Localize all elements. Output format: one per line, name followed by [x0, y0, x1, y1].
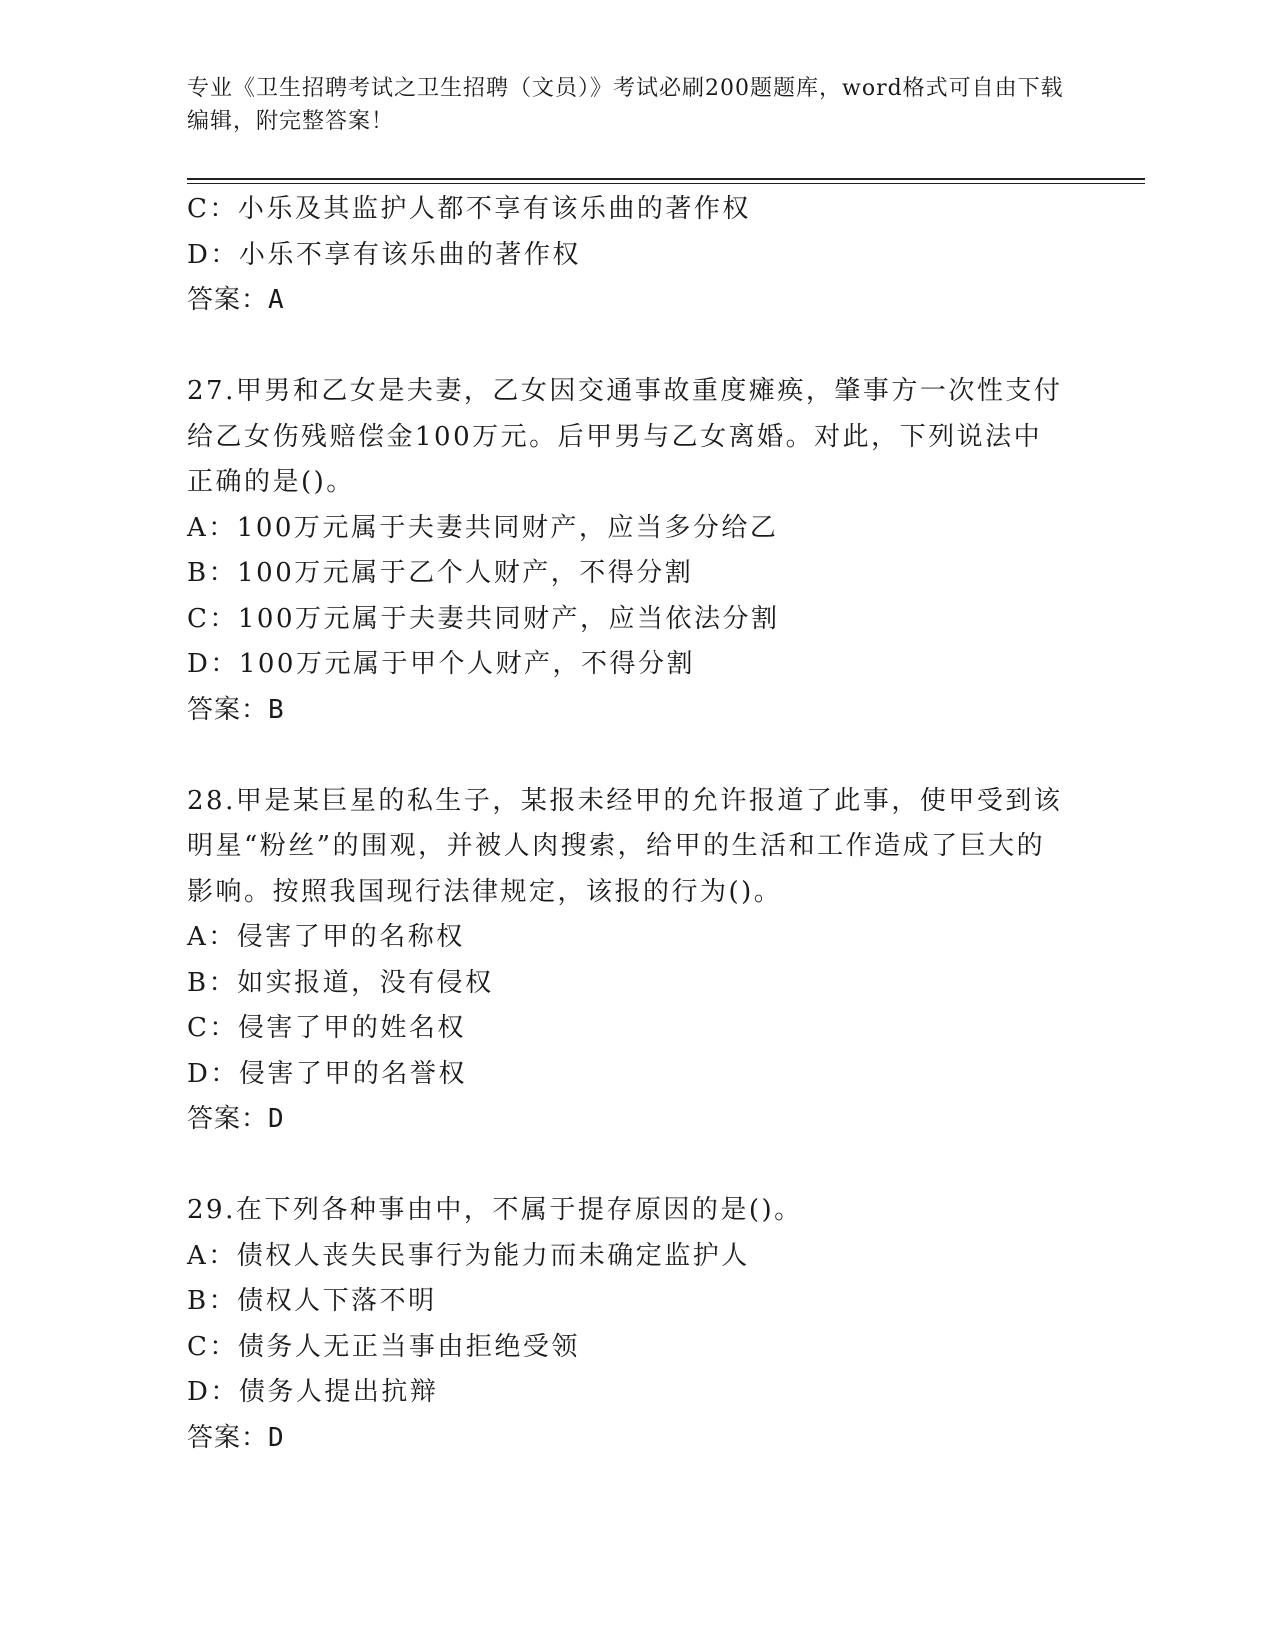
answer-label: 答案：B	[187, 694, 285, 725]
answer-label: 答案：A	[187, 285, 285, 315]
question-stem: 28.甲是某巨星的私生子，某报未经甲的允许报道了此事，使甲受到该明星“粉丝”的围观，并被人肉搜索，给甲的生活和工作造成了巨大的影响。按照我国现行法律规定，该报的行为()。	[187, 785, 1063, 907]
option-a: A：侵害了甲的名称权	[187, 922, 465, 952]
spacer	[187, 324, 1087, 370]
header-rule-thin	[187, 183, 1145, 184]
option-a: A：100万元属于夫妻共同财产，应当多分给乙	[187, 512, 779, 543]
question-29	[187, 1188, 1087, 1461]
option-c: C：债务人无正当事由拒绝受领	[187, 1331, 580, 1362]
question-26-continued	[187, 187, 1087, 324]
header-rule-thick	[187, 178, 1145, 180]
question-stem: 29.在下列各种事由中，不属于提存原因的是()。	[187, 1195, 803, 1225]
question-list	[187, 187, 1087, 1461]
option-b: B：债权人下落不明	[187, 1286, 437, 1316]
spacer	[187, 733, 1087, 779]
question-stem: 27.甲男和乙女是夫妻，乙女因交通事故重度瘫痪，肇事方一次性支付给乙女伤残赔偿金100万元。后甲男与乙女离婚。对此，下列说法中正确的是()。	[187, 376, 1063, 497]
option-d: D：小乐不享有该乐曲的著作权	[187, 239, 581, 270]
question-27	[187, 369, 1087, 733]
option-c: C：100万元属于夫妻共同财产，应当依法分割	[187, 603, 780, 634]
option-a: A：债权人丧失民事行为能力而未确定监护人	[187, 1240, 750, 1271]
option-d: D：债务人提出抗辩	[187, 1377, 439, 1407]
option-c: C：侵害了甲的姓名权	[187, 1013, 466, 1043]
option-b: B：100万元属于乙个人财产，不得分割	[187, 558, 694, 588]
option-d: D：100万元属于甲个人财产，不得分割	[187, 649, 695, 679]
document-header: 专业《卫生招聘考试之卫生招聘（文员）》考试必刷200题题库，word格式可自由下载编辑，附完整答案！	[187, 76, 1064, 134]
option-c: C：小乐及其监护人都不享有该乐曲的著作权	[187, 194, 751, 224]
option-d: D：侵害了甲的名誉权	[187, 1058, 467, 1089]
option-b: B：如实报道，没有侵权	[187, 967, 494, 998]
question-28	[187, 779, 1087, 1143]
answer-label: 答案：D	[187, 1104, 285, 1134]
spacer	[187, 1143, 1087, 1189]
answer-label: 答案：D	[187, 1422, 285, 1453]
